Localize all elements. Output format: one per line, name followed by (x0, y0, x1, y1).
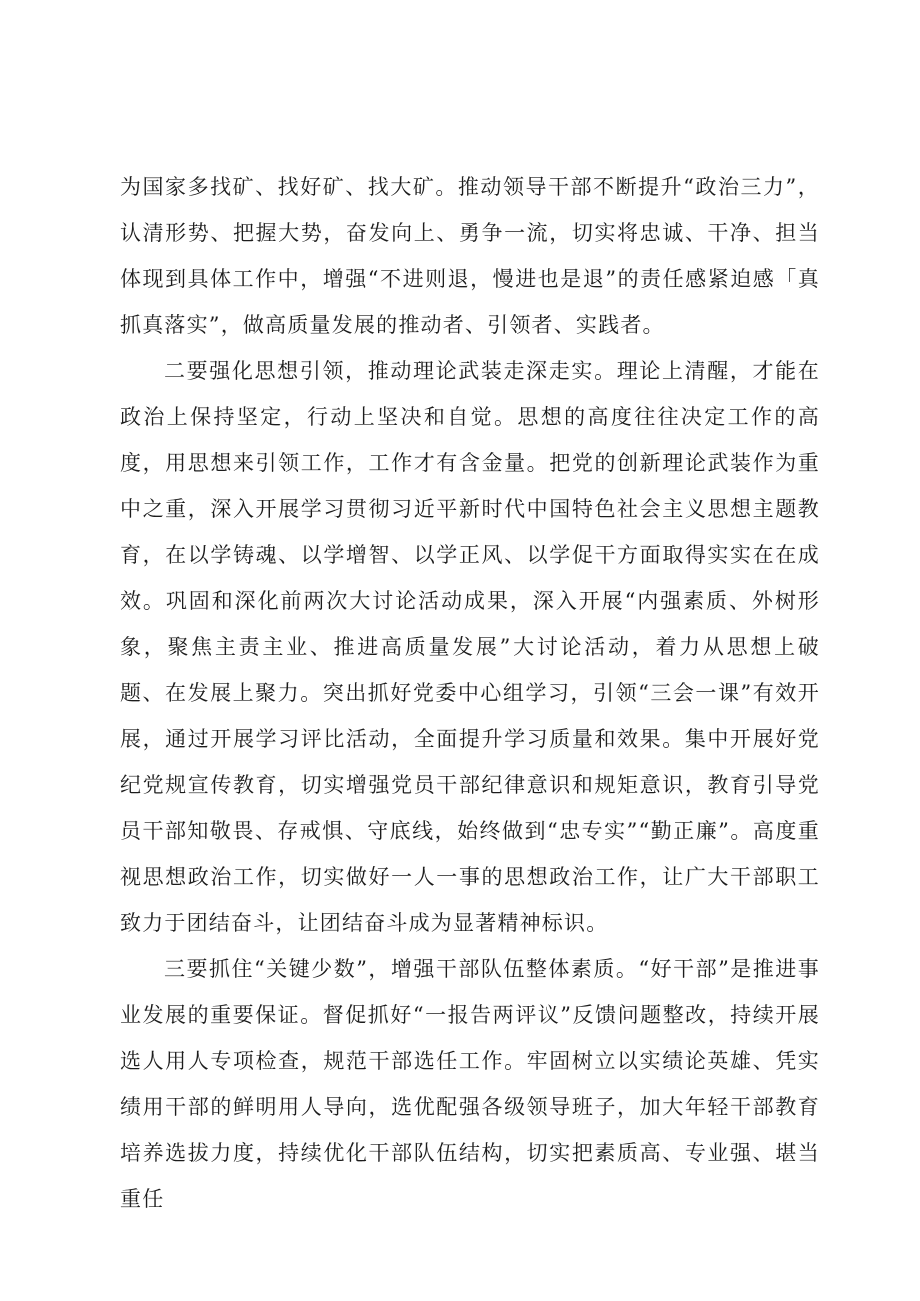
paragraph-ideological-guidance: 二要强化思想引领，推动理论武装走深走实。理论上清醒，才能在政治上保持坚定，行动上坚决和自觉。思想的高度往往决定工作的高度，用思想来引领工作，工作才有含金量。把党的创新理论武装作为重中之重，深入开展学习贯彻习近平新时代中国特色社会主义思想主题教育，在以学铸魂、以学增智、以学正风、以学促干方面取得实实在在成效。巩固和深化前两次大讨论活动成果，深入开展“内强素质、外树形象，聚焦主责主业、推进高质量发展”大讨论活动，着力从思想上破题、在发展上聚力。突出抓好党委中心组学习，引领“三会一课”有效开展，通过开展学习评比活动，全面提升学习质量和效果。集中开展好党纪党规宣传教育，切实增强党员干部纪律意识和规矩意识，教育引导党员干部知敬畏、存戒惧、守底线，始终做到“忠专实”“勤正廉”。高度重视思想政治工作，切实做好一人一事的思想政治工作，让广大干部职工致力于团结奋斗，让团结奋斗成为显著精神标识。 (120, 359, 820, 935)
paragraph-continuation: 为国家多找矿、找好矿、找大矿。推动领导干部不断提升“政治三力”，认清形势、把握大势，奋发向上、勇争一流，切实将忠诚、干净、担当体现到具体工作中，增强“不进则退，慢进也是退”的责任感紧迫感「真抓真落实”，做高质量发展的推动者、引领者、实践者。 (120, 175, 820, 337)
paragraph-key-minority: 三要抓住“关键少数”，增强干部队伍整体素质。“好干部”是推进事业发展的重要保证。督促抓好“一报告两评议”反馈问题整改，持续开展选人用人专项检查，规范干部选任工作。牢固树立以实绩论英雄、凭实绩用干部的鲜明用人导向，选优配强各级领导班子，加大年轻干部教育培养选拔力度，持续优化干部队伍结构，切实把素质高、专业强、堪当重任 (120, 957, 820, 1211)
document-body (120, 164, 820, 1222)
